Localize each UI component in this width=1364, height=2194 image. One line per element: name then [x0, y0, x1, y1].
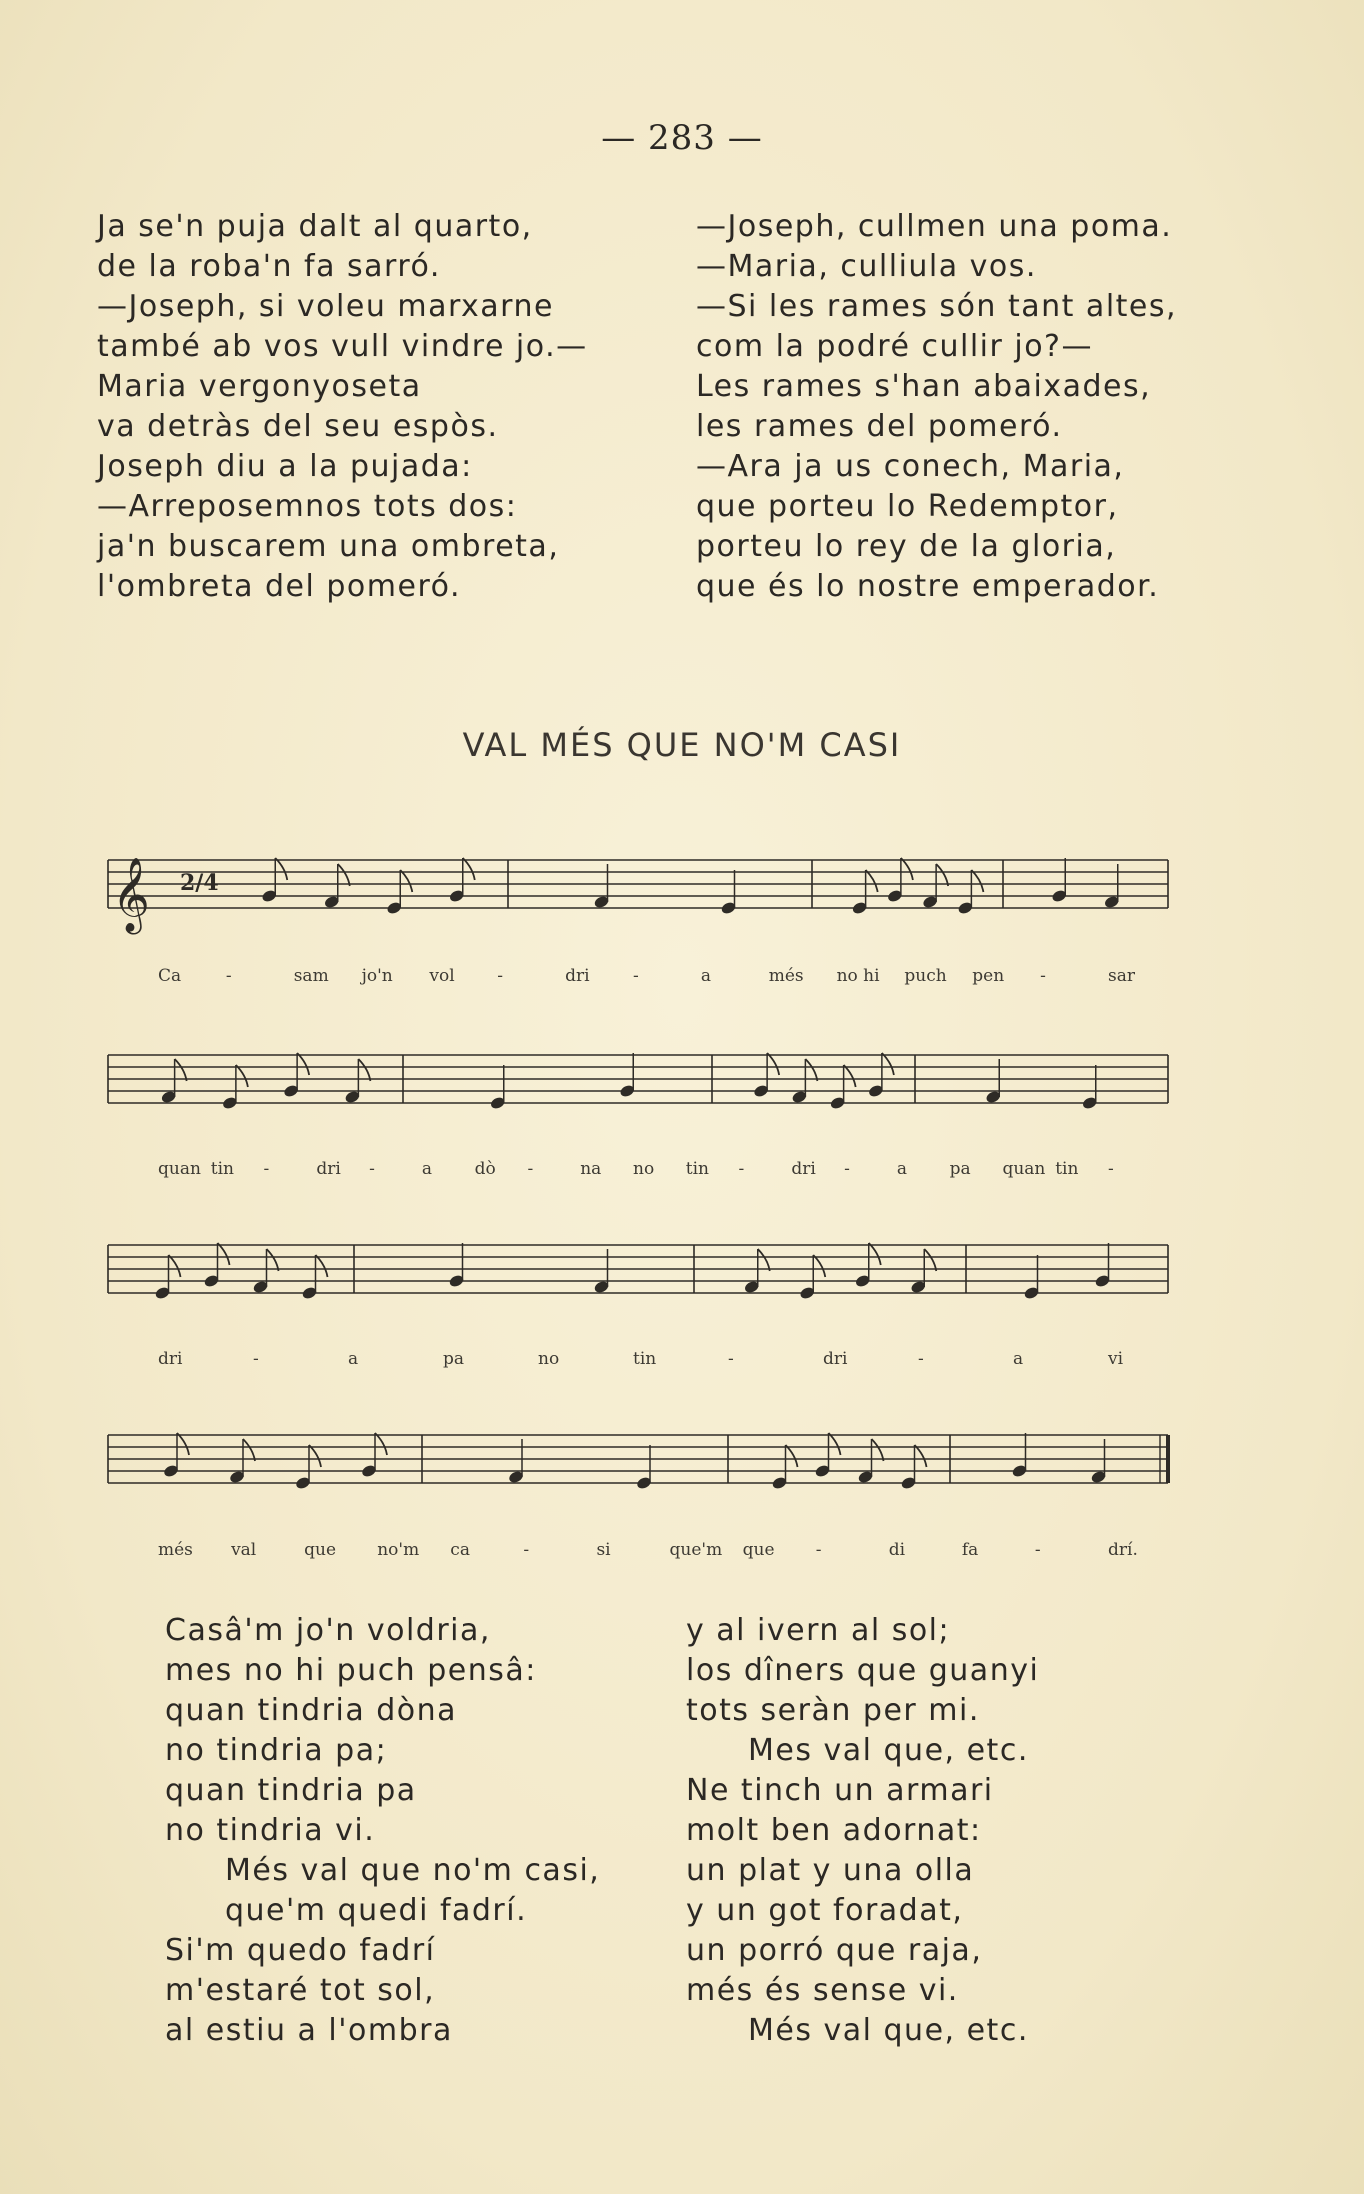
page-number: — 283 —	[601, 118, 763, 158]
lyric-syllable: sar	[1108, 966, 1135, 986]
note-flag	[971, 870, 983, 892]
verse-line: porteu lo rey de la gloria,	[696, 529, 1117, 564]
verse-line: Si'm quedo fadrí	[165, 1933, 436, 1968]
note-flag	[338, 864, 350, 886]
verse-line: mes no hi puch pensâ:	[165, 1653, 537, 1688]
lyric-syllable: -	[527, 1159, 534, 1179]
lyric-syllable: pa	[949, 1159, 971, 1179]
verse-line: de la roba'n fa sarró.	[97, 249, 441, 284]
note-flag	[463, 858, 475, 880]
lyric-syllable: dò	[474, 1159, 496, 1179]
lyric-syllable: si	[596, 1540, 611, 1560]
lyric-syllable: -	[225, 966, 232, 986]
verse-line: Maria vergonyoseta	[97, 369, 422, 404]
lyric-syllable: no	[538, 1349, 560, 1369]
lyric-syllable: a	[700, 966, 711, 986]
lyric-syllable: -	[815, 1540, 822, 1560]
note-flag	[936, 864, 948, 886]
verse-line: que'm quedi fadrí.	[225, 1893, 528, 1928]
verse-line: un plat y una olla	[686, 1853, 975, 1888]
verse-line: m'estaré tot sol,	[165, 1973, 436, 2008]
verse-line: —Maria, culliula vos.	[696, 249, 1037, 284]
lyric-syllable: dri	[565, 966, 590, 986]
note-flag	[218, 1243, 230, 1265]
lyric-syllable: -	[918, 1349, 924, 1369]
lyric-syllable: val	[231, 1540, 257, 1560]
lyric-syllable: pen	[972, 966, 1005, 986]
lyric-syllable: fa	[961, 1540, 979, 1560]
lyric-syllable: -	[253, 1349, 259, 1369]
verse-line: quan tindria dòna	[165, 1693, 458, 1728]
lyric-syllable: tin	[685, 1159, 709, 1179]
verse-line: Mes val que, etc.	[748, 1733, 1029, 1768]
lyric-syllable: que	[742, 1540, 775, 1560]
note-flag	[309, 1445, 321, 1467]
note-flag	[243, 1439, 255, 1461]
lyric-syllable: di	[888, 1540, 906, 1560]
note-flag	[758, 1249, 770, 1271]
lyric-syllable: Ca	[158, 966, 182, 986]
verse-line: que és lo nostre emperador.	[696, 569, 1160, 604]
lyric-syllable: quan	[1002, 1159, 1046, 1179]
lyric-syllable: quan	[158, 1159, 201, 1179]
verse-line: —Si les rames són tant altes,	[696, 289, 1178, 324]
note-flag	[924, 1249, 936, 1271]
lyric-syllable: -	[1034, 1540, 1041, 1560]
verse-line: també ab vos vull vindre jo.—	[97, 329, 588, 364]
verse-line: y al ivern al sol;	[686, 1613, 951, 1648]
lyric-syllable: -	[497, 966, 504, 986]
time-signature: 2/4	[180, 870, 219, 896]
lyric-syllable: dri	[791, 1159, 816, 1179]
note-flag	[805, 1059, 817, 1081]
lyric-syllable: a	[896, 1159, 908, 1179]
lyric-syllable: -	[523, 1540, 530, 1560]
verse-line: al estiu a l'ombra	[165, 2013, 453, 2048]
verse-line: quan tindria pa	[165, 1773, 417, 1808]
note-flag	[901, 858, 913, 880]
verse-line: —Ara ja us conech, Maria,	[696, 449, 1125, 484]
lyric-syllable: sam	[293, 966, 329, 986]
note-flag	[236, 1065, 248, 1087]
lyric-syllable: no'm	[377, 1540, 420, 1560]
lyric-syllable: -	[844, 1159, 850, 1179]
verse-line: Ne tinch un armari	[686, 1773, 994, 1808]
verse-line: Més val que, etc.	[748, 2013, 1029, 2048]
lyric-syllable: puch	[904, 966, 947, 986]
verse-line: un porró que raja,	[686, 1933, 983, 1968]
note-flag	[813, 1255, 825, 1277]
music-notation	[0, 850, 1364, 1550]
note-flag	[297, 1053, 309, 1075]
verse-line: Més val que no'm casi,	[225, 1853, 601, 1888]
verse-line: no tindria vi.	[165, 1813, 376, 1848]
lyric-syllable: -	[633, 966, 639, 986]
lyric-syllable: jo'n	[361, 966, 393, 986]
lyric-syllable: més	[158, 1540, 193, 1560]
verse-line: —Arreposemnos tots dos:	[97, 489, 518, 524]
note-flag	[275, 858, 287, 880]
note-flag	[915, 1445, 927, 1467]
lyric-syllable: vol	[429, 966, 455, 986]
lyric-syllable: tin	[1055, 1159, 1079, 1179]
verse-line: Casâ'm jo'n voldria,	[165, 1613, 491, 1648]
lyric-syllable: pa	[443, 1349, 465, 1369]
verse-line: com la podré cullir jo?—	[696, 329, 1093, 364]
verse-column-left-bottom	[165, 1611, 600, 2051]
verse-line: los dîners que guanyi	[686, 1653, 1040, 1688]
verse-line: y un got foradat,	[686, 1893, 964, 1928]
lyric-syllable: -	[263, 1159, 270, 1179]
verse-line: molt ben adornat:	[686, 1813, 982, 1848]
verse-column-right	[696, 207, 1177, 607]
lyric-syllable: no hi	[836, 966, 880, 986]
lyric-syllable: a	[348, 1349, 359, 1369]
note-flag	[316, 1255, 328, 1277]
treble-clef-icon: 𝄞	[112, 858, 150, 932]
note-flag	[169, 1255, 181, 1277]
note-flag	[375, 1433, 387, 1455]
lyric-syllable: tin	[210, 1159, 234, 1179]
verse-line: Ja se'n puja dalt al quarto,	[97, 209, 533, 244]
verse-line: les rames del pomeró.	[696, 409, 1063, 444]
lyric-syllable: -	[1040, 966, 1046, 986]
lyric-syllable: més	[768, 966, 804, 986]
lyric-syllable: que'm	[669, 1540, 723, 1560]
note-flag	[882, 1053, 894, 1075]
note-flag	[869, 1243, 881, 1265]
lyric-syllable: que	[304, 1540, 337, 1560]
lyric-syllable: na	[580, 1159, 602, 1179]
note-flag	[844, 1065, 856, 1087]
verse-line: va detràs del seu espòs.	[97, 409, 499, 444]
verse-line: Joseph diu a la pujada:	[97, 449, 473, 484]
note-flag	[267, 1249, 279, 1271]
verse-line: ja'n buscarem una ombreta,	[97, 529, 560, 564]
lyric-syllable: a	[421, 1159, 433, 1179]
verse-line: —Joseph, cullmen una poma.	[696, 209, 1173, 244]
lyric-syllable: -	[1108, 1159, 1114, 1179]
lyric-syllable: a	[1013, 1349, 1024, 1369]
lyric-syllable: no	[633, 1159, 655, 1179]
lyric-syllable: dri	[158, 1349, 183, 1369]
note-flag	[767, 1053, 779, 1075]
lyric-syllable: -	[369, 1159, 375, 1179]
verse-column-right-bottom	[686, 1611, 1039, 2051]
note-flag	[866, 870, 878, 892]
note-flag	[400, 870, 412, 892]
note-flag	[358, 1059, 370, 1081]
verse-line: Les rames s'han abaixades,	[696, 369, 1152, 404]
note-flag	[872, 1439, 884, 1461]
lyric-syllable: -	[728, 1349, 734, 1369]
note-flag	[829, 1433, 841, 1455]
note-flag	[786, 1445, 798, 1467]
verse-line: l'ombreta del pomeró.	[97, 569, 462, 604]
lyric-syllable: ca	[450, 1540, 470, 1560]
verse-line: més és sense vi.	[686, 1973, 959, 2008]
verse-column-left	[97, 207, 588, 607]
lyric-syllable: drí.	[1108, 1540, 1138, 1560]
lyric-syllable: -	[738, 1159, 745, 1179]
verse-line: que porteu lo Redemptor,	[696, 489, 1119, 524]
lyric-syllable: dri	[823, 1349, 848, 1369]
note-flag	[177, 1433, 189, 1455]
verse-line: —Joseph, si voleu marxarne	[97, 289, 554, 324]
verse-line: no tindria pa;	[165, 1733, 388, 1768]
verse-line: tots seràn per mi.	[686, 1693, 980, 1728]
lyric-syllable: vi	[1108, 1349, 1124, 1369]
song-title: VAL MÉS QUE NO'M CASI	[462, 726, 902, 764]
note-flag	[175, 1059, 187, 1081]
lyric-syllable: tin	[633, 1349, 657, 1369]
lyric-syllable: dri	[316, 1159, 341, 1179]
